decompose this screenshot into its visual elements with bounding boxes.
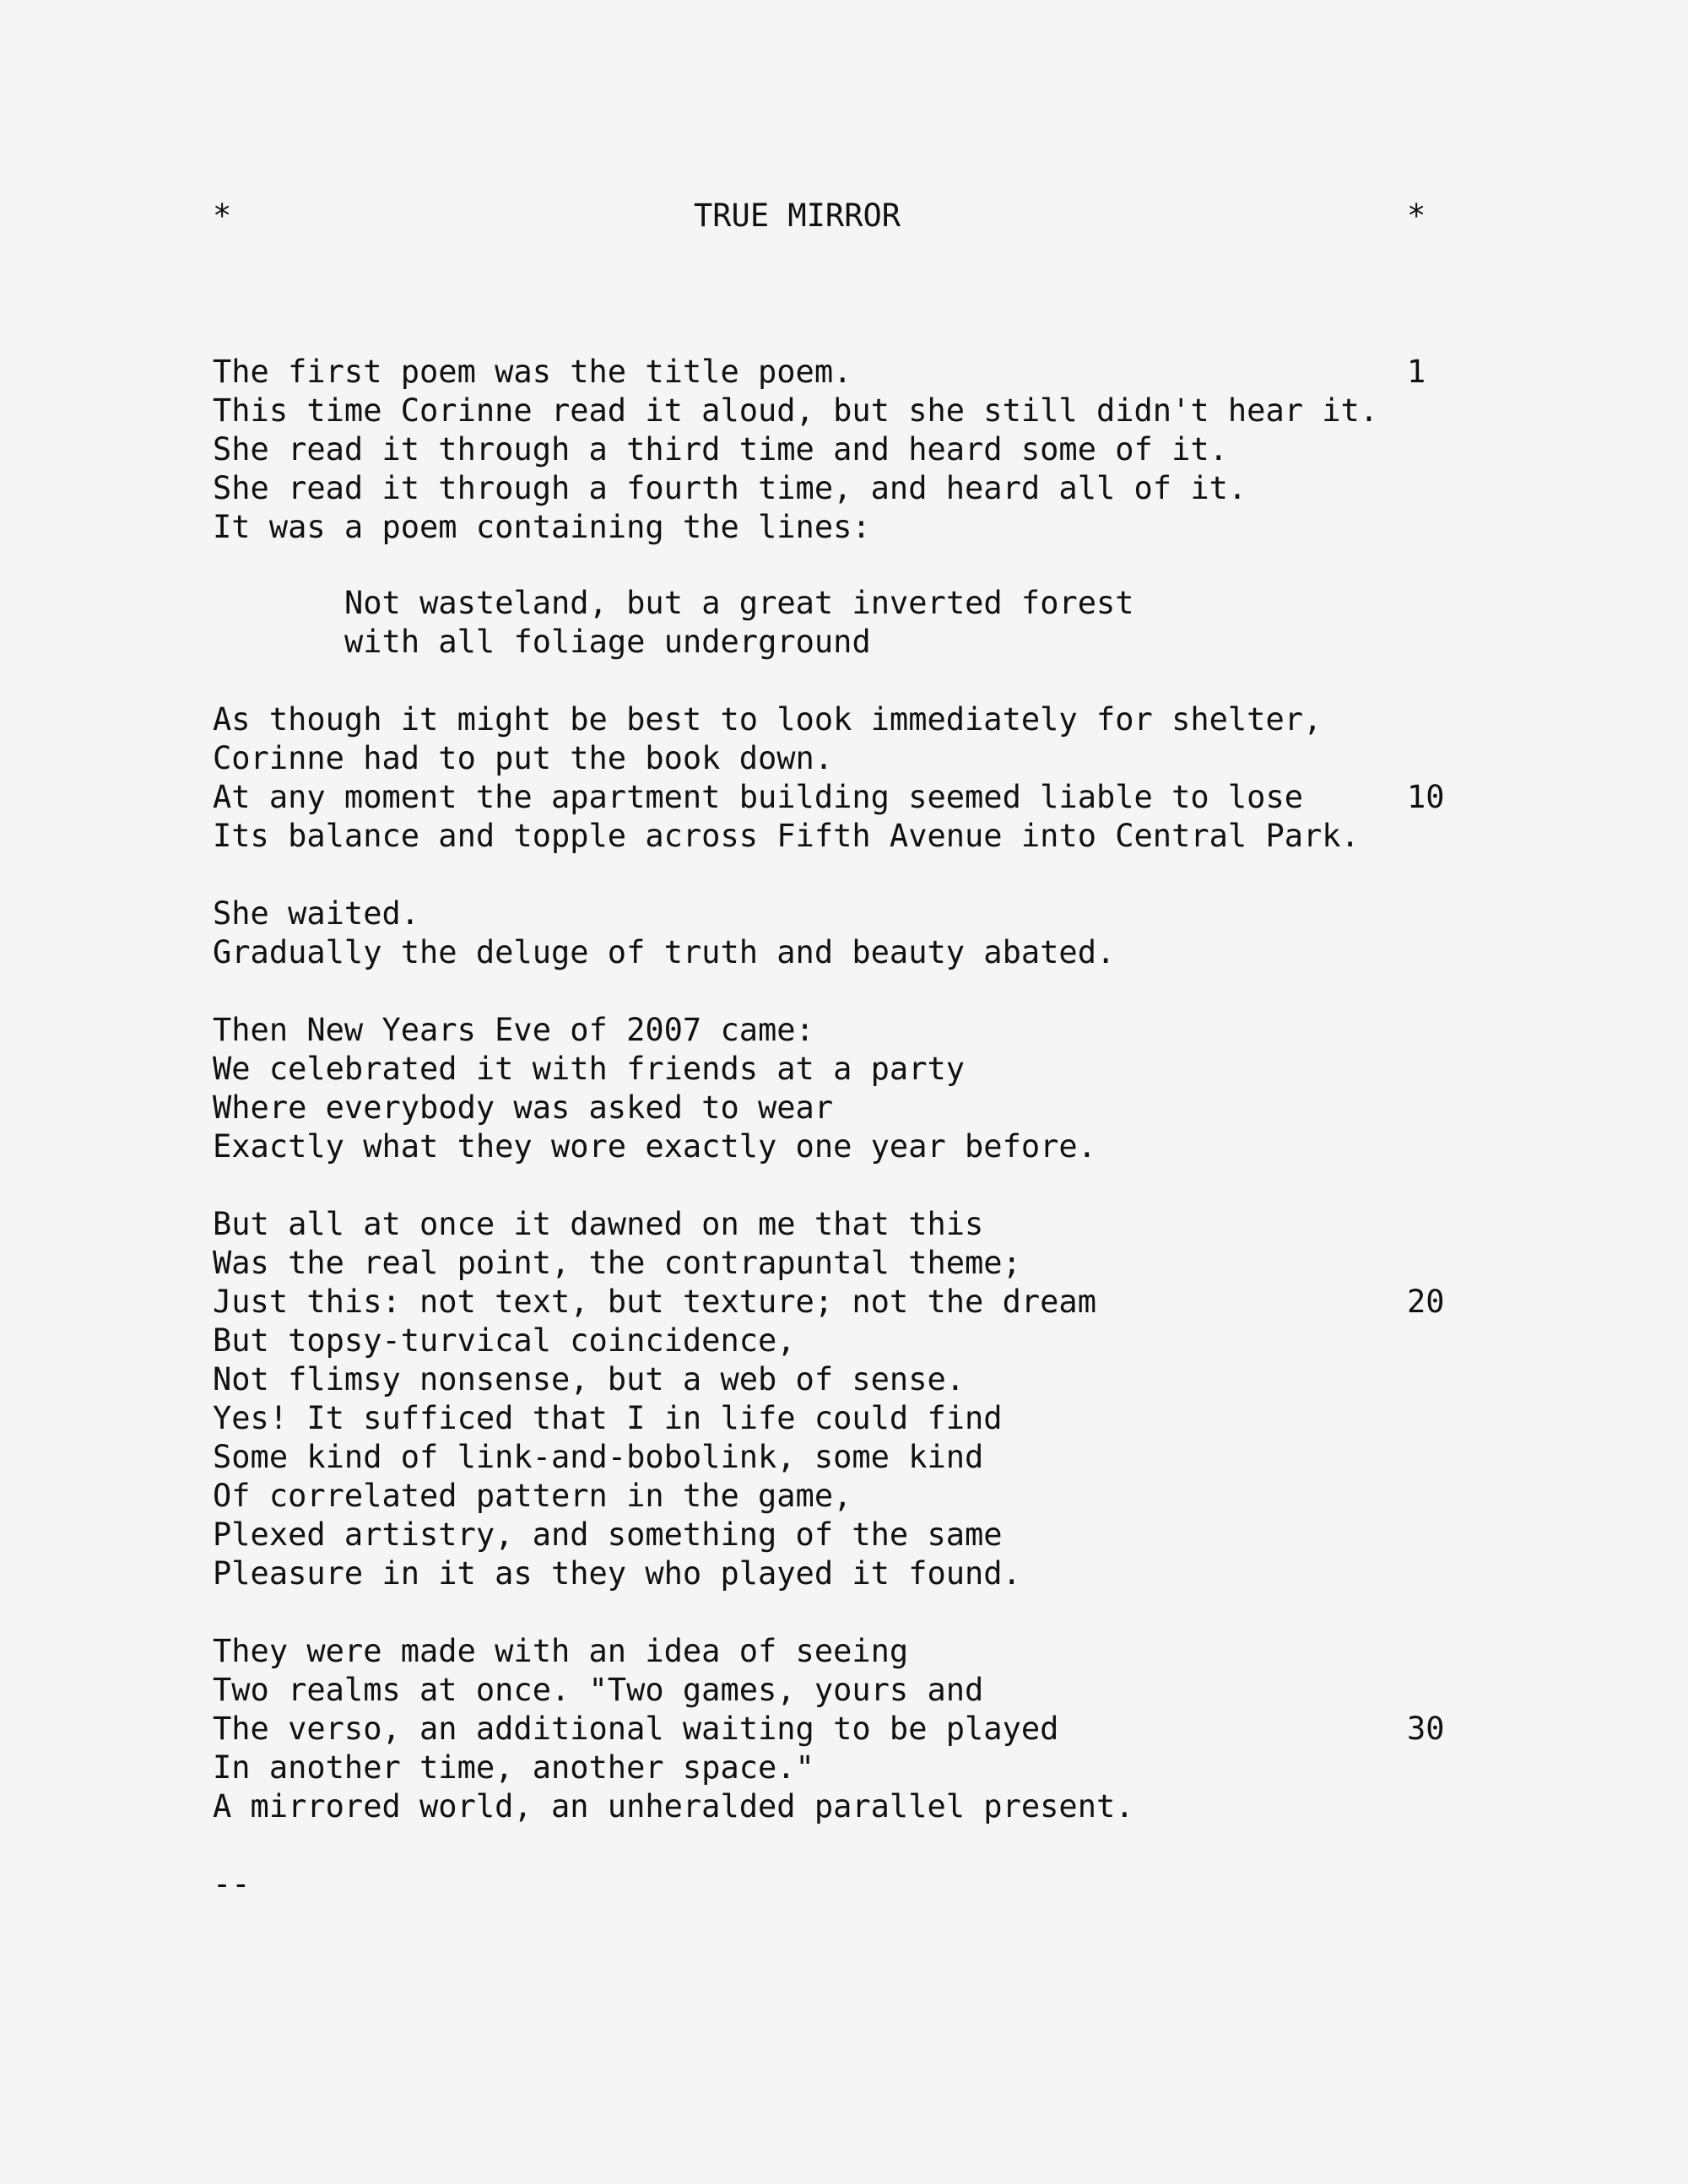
poem-line-12: She waited.: [213, 895, 420, 932]
footer-separator: --: [213, 1866, 251, 1902]
poem-line-9: Corinne had to put the book down.: [213, 740, 834, 776]
poem-line-1: The first poem was the title poem.: [213, 354, 852, 390]
poem-line-24: Some kind of link-and-bobolink, some kind: [213, 1439, 984, 1475]
poem-line-17: Exactly what they wore exactly one year before.: [213, 1128, 1096, 1165]
poem-line-31: In another time, another space.": [213, 1749, 814, 1786]
poem-line-10: At any moment the apartment building seemed liable to lose: [213, 779, 1304, 815]
poem-line-11: Its balance and topple across Fifth Avenue into Central Park.: [213, 818, 1360, 854]
poem-line-22: Not flimsy nonsense, but a web of sense.: [213, 1361, 966, 1397]
poem-line-5: It was a poem containing the lines:: [213, 509, 871, 545]
poem-line-30: The verso, an additional waiting to be played: [213, 1711, 1059, 1747]
poem-title: TRUE MIRROR: [694, 197, 901, 234]
quoted-line-1: Not wasteland, but a great inverted forest: [344, 585, 1134, 621]
poem-line-25: Of correlated pattern in the game,: [213, 1478, 852, 1514]
poem-line-2: This time Corinne read it aloud, but she still didn't hear it.: [213, 392, 1379, 429]
poem-line-14: Then New Years Eve of 2007 came:: [213, 1012, 814, 1048]
poem-line-16: Where everybody was asked to wear: [213, 1089, 834, 1126]
poem-line-18: But all at once it dawned on me that this: [213, 1206, 984, 1242]
quoted-line-2: with all foliage underground: [344, 624, 871, 660]
poem-line-28: They were made with an idea of seeing: [213, 1633, 909, 1669]
line-number-30: 30: [1407, 1711, 1445, 1747]
poem-line-8: As though it might be best to look immediately for shelter,: [213, 701, 1323, 738]
poem-line-29: Two realms at once. "Two games, yours and: [213, 1672, 984, 1708]
poem-line-4: She read it through a fourth time, and heard all of it.: [213, 470, 1247, 506]
poem-line-21: But topsy-turvical coincidence,: [213, 1322, 796, 1359]
line-number-1: 1: [1407, 354, 1426, 390]
poem-line-13: Gradually the deluge of truth and beauty abated.: [213, 934, 1116, 970]
poem-line-26: Plexed artistry, and something of the same: [213, 1516, 1003, 1553]
poem-line-20: Just this: not text, but texture; not the dream: [213, 1284, 1096, 1320]
poem-line-27: Pleasure in it as they who played it found.: [213, 1555, 1021, 1592]
poem-line-32: A mirrored world, an unheralded parallel present.: [213, 1788, 1134, 1825]
line-number-20: 20: [1407, 1284, 1445, 1320]
poem-line-3: She read it through a third time and heard some of it.: [213, 431, 1228, 468]
line-number-10: 10: [1407, 779, 1445, 815]
header-left-asterisk: *: [213, 197, 232, 234]
poem-line-19: Was the real point, the contrapuntal theme;: [213, 1245, 1021, 1281]
poem-line-23: Yes! It sufficed that I in life could find: [213, 1400, 1003, 1436]
header-right-asterisk: *: [1407, 197, 1426, 234]
poem-line-15: We celebrated it with friends at a party: [213, 1051, 966, 1087]
